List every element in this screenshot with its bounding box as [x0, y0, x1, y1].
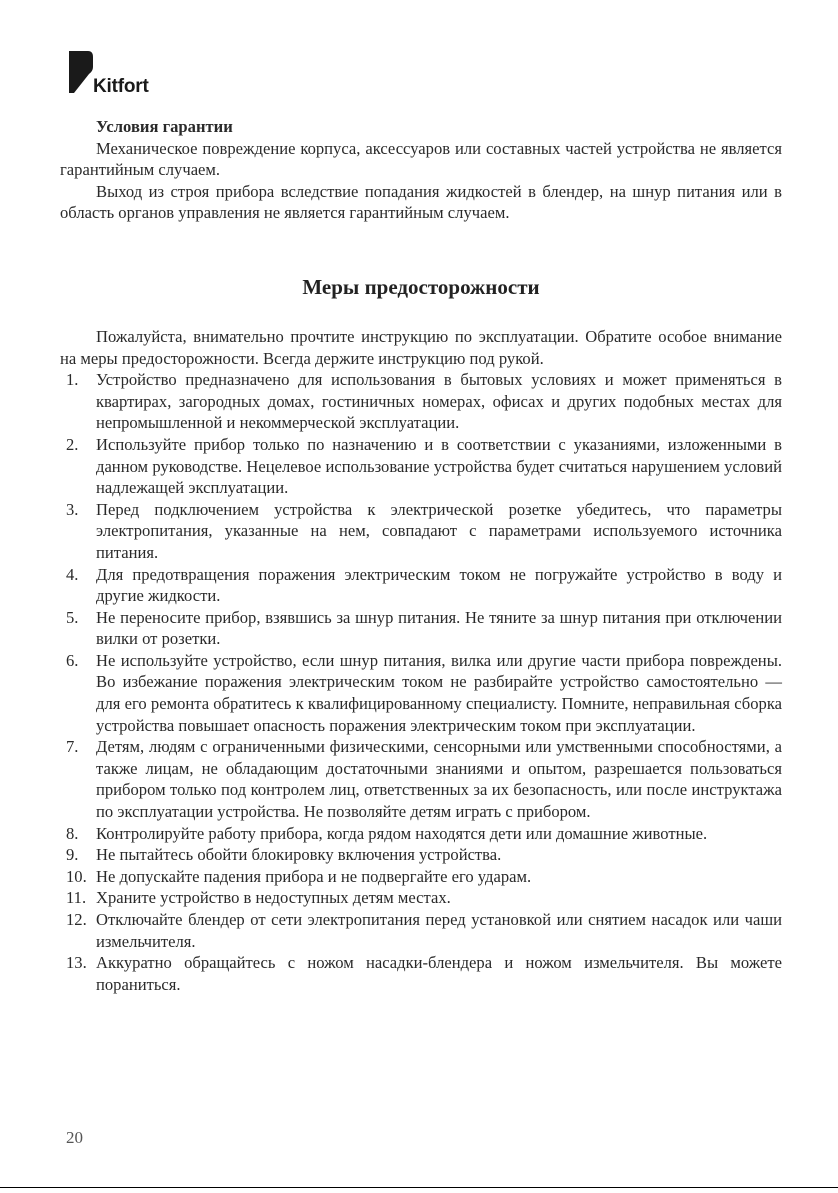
list-item — [60, 369, 782, 434]
list-item-text: Отключайте блендер от сети электропитания перед установкой или снятием насадок или чаши измельчителя. — [96, 910, 782, 951]
kitfort-logo-text: Kitfort — [93, 76, 149, 97]
list-item-number: 7. — [66, 737, 79, 757]
list-item-number: 6. — [66, 650, 79, 670]
list-item-number: 13. — [66, 953, 87, 973]
list-item — [60, 607, 782, 650]
page-title: Меры предосторожности — [302, 274, 540, 299]
list-item-number: 1. — [66, 370, 79, 390]
list-item-number: 9. — [66, 845, 79, 865]
list-item — [60, 844, 782, 866]
list-item-text: Аккуратно обращайтесь с ножом насадки-блендера и ножом измельчителя. Вы можете пораниться. — [96, 953, 782, 994]
list-item — [60, 952, 782, 995]
list-item — [60, 736, 782, 822]
list-item-text: Храните устройство в недоступных детям местах. — [96, 888, 451, 908]
list-item-text: Не допускайте падения прибора и не подвергайте его ударам. — [96, 866, 532, 886]
warranty-title: Условия гарантии — [96, 117, 233, 136]
list-item-number: 12. — [66, 910, 87, 929]
list-item-text: Контролируйте работу прибора, когда рядом находятся дети или домашние животные. — [96, 823, 708, 843]
list-item — [60, 564, 782, 607]
list-item-number: 8. — [66, 823, 79, 843]
bottom-rule — [0, 1187, 838, 1188]
kitfort-logo-mark-icon — [66, 49, 94, 95]
list-item-text: Не используйте устройство, если шнур питания, вилка или другие части прибора повреждены. Во избежание поражения электрическим током не разбирайте устройство самостоятельно — для его ремонта обратитесь к квалифицированному специалисту. Помните, неправильная сборка устройства повышает опасность поражения электрическим током при эксплуатации. — [96, 650, 782, 735]
safety-intro: Пожалуйста, внимательно прочтите инструкцию по эксплуатации. Обратите особое внимание на меры предосторожности. Всегда держите инструкцию под рукой. — [60, 326, 782, 368]
list-item-number: 3. — [66, 499, 79, 519]
list-item — [60, 434, 782, 499]
safety-list — [60, 369, 782, 995]
list-item-number: 4. — [66, 564, 79, 584]
list-item-number: 2. — [66, 434, 79, 454]
list-item — [60, 887, 782, 909]
list-item-number: 10. — [66, 866, 87, 886]
list-item-number: 5. — [66, 607, 79, 627]
warranty-paragraph: Выход из строя прибора вследствие попадания жидкостей в блендер, на шнур питания или в область органов управления не является гарантийным случаем. — [60, 181, 782, 223]
list-item-text: Используйте прибор только по назначению и в соответствии с указаниями, изложенными в данном руководстве. Нецелевое использование устройства будет считаться нарушением условий надлежащей эксплуатации. — [96, 434, 782, 498]
list-item — [60, 909, 782, 952]
warranty-paragraph: Механическое повреждение корпуса, аксессуаров или составных частей устройства не является гарантийным случаем. — [60, 138, 782, 180]
kitfort-logo — [66, 49, 166, 101]
list-item-text: Перед подключением устройства к электрической розетке убедитесь, что параметры электропитания, указанные на нем, совпадают с параметрами используемого источника питания. — [96, 499, 782, 562]
list-item-text: Не пытайтесь обойти блокировку включения устройства. — [96, 845, 502, 865]
list-item — [60, 650, 782, 736]
list-item-text: Детям, людям с ограниченными физическими, сенсорными или умственными способностями, а также лицам, не обладающим достаточными знаниями и опытом, разрешается пользоваться прибором только под контролем лиц, ответственных за их безопасность, или после инструктажа по эксплуатации устройства. Не позволяйте детям играть с прибором. — [96, 737, 782, 822]
page-content — [60, 116, 782, 995]
list-item-text: Устройство предназначено для использования в бытовых условиях и может применяться в квартирах, загородных домах, гостиничных номерах, офисах и других подобных местах для непромышленной и некоммерческой эксплуатации. — [96, 370, 782, 433]
list-item — [60, 499, 782, 564]
list-item — [60, 823, 782, 845]
list-item-text: Для предотвращения поражения электрическим током не погружайте устройство в воду и другие жидкости. — [96, 564, 782, 606]
list-item-text: Не переносите прибор, взявшись за шнур питания. Не тяните за шнур питания при отключении вилки от розетки. — [96, 607, 782, 649]
page-number: 20 — [66, 1128, 83, 1147]
list-item-number: 11. — [66, 888, 87, 908]
list-item — [60, 866, 782, 888]
